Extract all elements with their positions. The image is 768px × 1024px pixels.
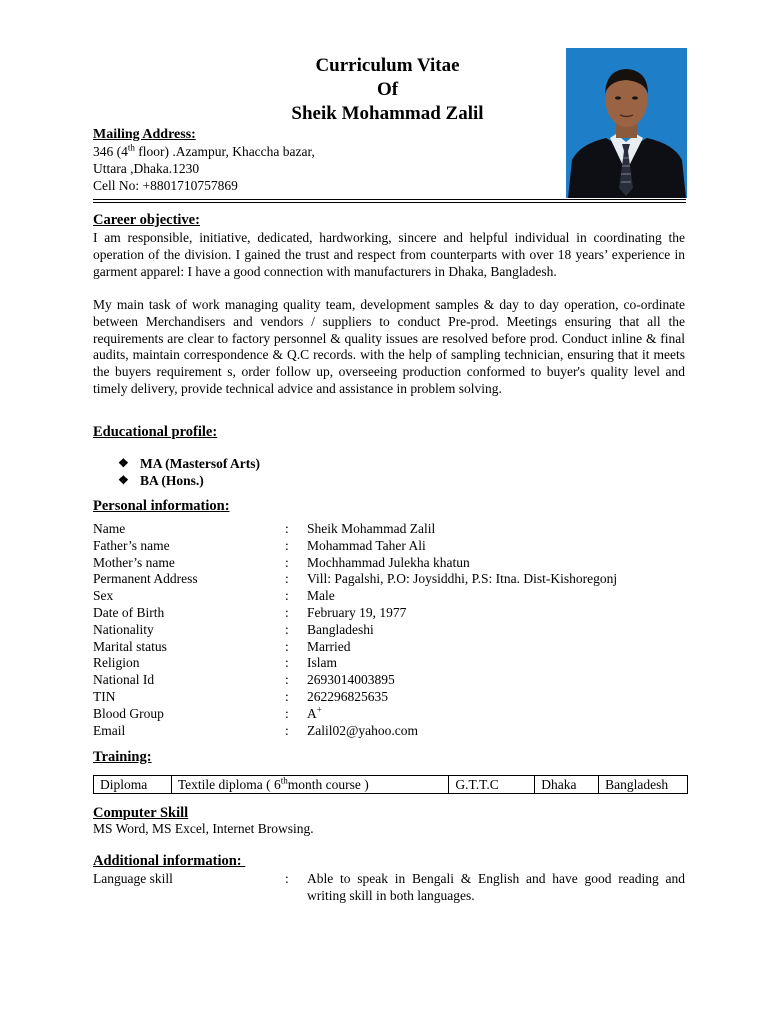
course-start: Textile diploma ( 6	[177, 777, 281, 792]
info-row-date-of-birth	[93, 605, 687, 622]
info-value: Mochhammad Julekha khatun	[307, 554, 470, 570]
info-value: Mohammad Taher Ali	[307, 537, 426, 553]
info-value: Male	[307, 588, 335, 604]
education-list	[118, 455, 260, 489]
blood-group-letter: A	[307, 705, 317, 721]
education-item-label: BA (Hons.)	[140, 473, 204, 488]
info-label: Mother’s name	[93, 554, 175, 570]
info-row-national-id	[93, 672, 687, 689]
info-value: Sheik Mohammad Zalil	[307, 521, 436, 536]
info-label: Nationality	[93, 621, 154, 637]
info-value: Vill: Pagalshi, P.O: Joysiddhi, P.S: Itna. Dist-Kishoregonj	[307, 571, 618, 587]
info-row-tin	[93, 689, 687, 706]
info-label: Sex	[93, 588, 114, 604]
info-value: 262296825635	[307, 688, 388, 704]
info-label: Blood Group	[93, 705, 164, 721]
info-label: Father’s name	[93, 537, 170, 553]
info-colon: :	[285, 588, 289, 604]
info-label: Name	[93, 521, 126, 536]
training-heading: Training:	[93, 749, 152, 765]
info-colon: :	[285, 688, 289, 704]
computer-skill-text: MS Word, MS Excel, Internet Browsing.	[93, 821, 314, 836]
info-row-permanent-address	[93, 571, 687, 588]
personal-information-heading: Personal information:	[93, 498, 230, 514]
header-rule-top	[93, 199, 686, 200]
info-label: Religion	[93, 655, 140, 671]
info-colon: :	[285, 722, 289, 738]
info-row-nationality	[93, 622, 687, 639]
training-type-cell: Diploma	[94, 776, 172, 793]
info-row-father	[93, 538, 687, 555]
info-colon: :	[285, 672, 289, 688]
training-course-cell	[172, 776, 450, 793]
title-line-3: Sheik Mohammad Zalil	[291, 103, 484, 124]
info-row-mother	[93, 555, 687, 572]
info-label: Email	[93, 722, 126, 738]
header-rule-bottom	[93, 202, 686, 203]
course-end: month course )	[287, 777, 369, 792]
address-line-1-start: 346 (4	[93, 144, 128, 159]
info-label: Marital status	[93, 638, 167, 654]
info-colon: :	[285, 705, 289, 721]
language-skill-label: Language skill	[93, 871, 173, 886]
training-country-cell: Bangladesh	[605, 777, 669, 792]
language-skill-row	[93, 870, 685, 904]
personal-information-table	[93, 521, 687, 739]
cv-title	[230, 54, 545, 126]
mailing-address-block	[93, 126, 315, 194]
info-row-marital-status	[93, 639, 687, 656]
education-item	[118, 472, 260, 489]
info-row-blood-group	[93, 706, 687, 723]
education-item	[118, 455, 260, 472]
additional-information-heading: Additional information:	[93, 853, 246, 869]
info-colon: :	[285, 621, 289, 637]
info-label: Permanent Address	[93, 571, 198, 587]
training-city-cell: Dhaka	[535, 776, 599, 793]
course-sup: th	[280, 775, 288, 786]
info-value: February 19, 1977	[307, 604, 407, 620]
info-row-email	[93, 723, 687, 740]
cell-number: Cell No: +8801710757869	[93, 178, 238, 193]
language-skill-value: Able to speak in Bengali & English and have good reading and writing skill in both languages.	[307, 871, 685, 903]
address-line-1	[93, 143, 315, 160]
info-label: National Id	[93, 672, 155, 688]
info-value	[307, 706, 687, 723]
info-colon: :	[285, 571, 289, 587]
info-colon: :	[285, 604, 289, 620]
info-colon: :	[285, 655, 289, 671]
training-table	[93, 775, 688, 794]
info-colon: :	[285, 638, 289, 654]
info-value: Bangladeshi	[307, 621, 374, 637]
educational-profile-heading: Educational profile:	[93, 424, 218, 440]
computer-skill-heading: Computer Skill	[93, 805, 189, 821]
mailing-address-heading: Mailing Address:	[93, 127, 196, 142]
address-line-1-end: floor) .Azampur, Khaccha bazar,	[134, 144, 315, 159]
language-skill-colon: :	[285, 871, 289, 886]
diamond-bullet-icon: ❖	[118, 456, 129, 470]
info-row-name	[93, 521, 687, 538]
info-label: Date of Birth	[93, 604, 165, 620]
info-value: Married	[307, 638, 351, 654]
address-line-2: Uttara ,Dhaka.1230	[93, 161, 200, 176]
education-item-label: MA (Mastersof Arts)	[140, 456, 260, 471]
info-colon: :	[285, 521, 289, 536]
diamond-bullet-icon: ❖	[118, 473, 129, 487]
blood-group-sign: +	[316, 704, 322, 715]
info-value: Zalil02@yahoo.com	[307, 722, 419, 738]
info-row-religion	[93, 655, 687, 672]
info-colon: :	[285, 537, 289, 553]
title-line-2: Of	[376, 79, 399, 100]
info-label: TIN	[93, 688, 116, 704]
portrait-illustration	[566, 48, 687, 198]
info-value: 2693014003895	[307, 672, 395, 688]
profile-photo	[566, 48, 687, 198]
info-colon: :	[285, 554, 289, 570]
address-line-1-sup: th	[127, 142, 135, 153]
career-objective-paragraph-2: My main task of work managing quality team, development samples & day to day operation, co-ordinate between Merchandisers and vendors / suppliers to conduct Pre-prod. Meetings ensuring that all the requirements are clear to factory personnel & quality issues are resolved before prod. Conduct inline & final audits, maintain correspondence & Q.C records. with the help of sampling technician, ensuring that it meets the buyers requirement s, order follow up, overseeing production conformed to buyer's quality level and timely delivery, provide technical advice and assistance in problem solving.	[93, 297, 685, 396]
career-objective-paragraph-1: I am responsible, initiative, dedicated, hardworking, sincere and helpful individual in coordinating the operation of the division. I gained the trust and respect from counterparts with over 18 years’ experience in garment apparel: I have a good connection with manufacturers in Dhaka, Bangladesh.	[93, 230, 685, 279]
training-institute-cell: G.T.T.C	[449, 776, 535, 793]
info-value: Islam	[307, 655, 337, 671]
info-row-sex	[93, 588, 687, 605]
career-objective-heading: Career objective:	[93, 212, 200, 228]
title-line-1: Curriculum Vitae	[315, 55, 460, 76]
